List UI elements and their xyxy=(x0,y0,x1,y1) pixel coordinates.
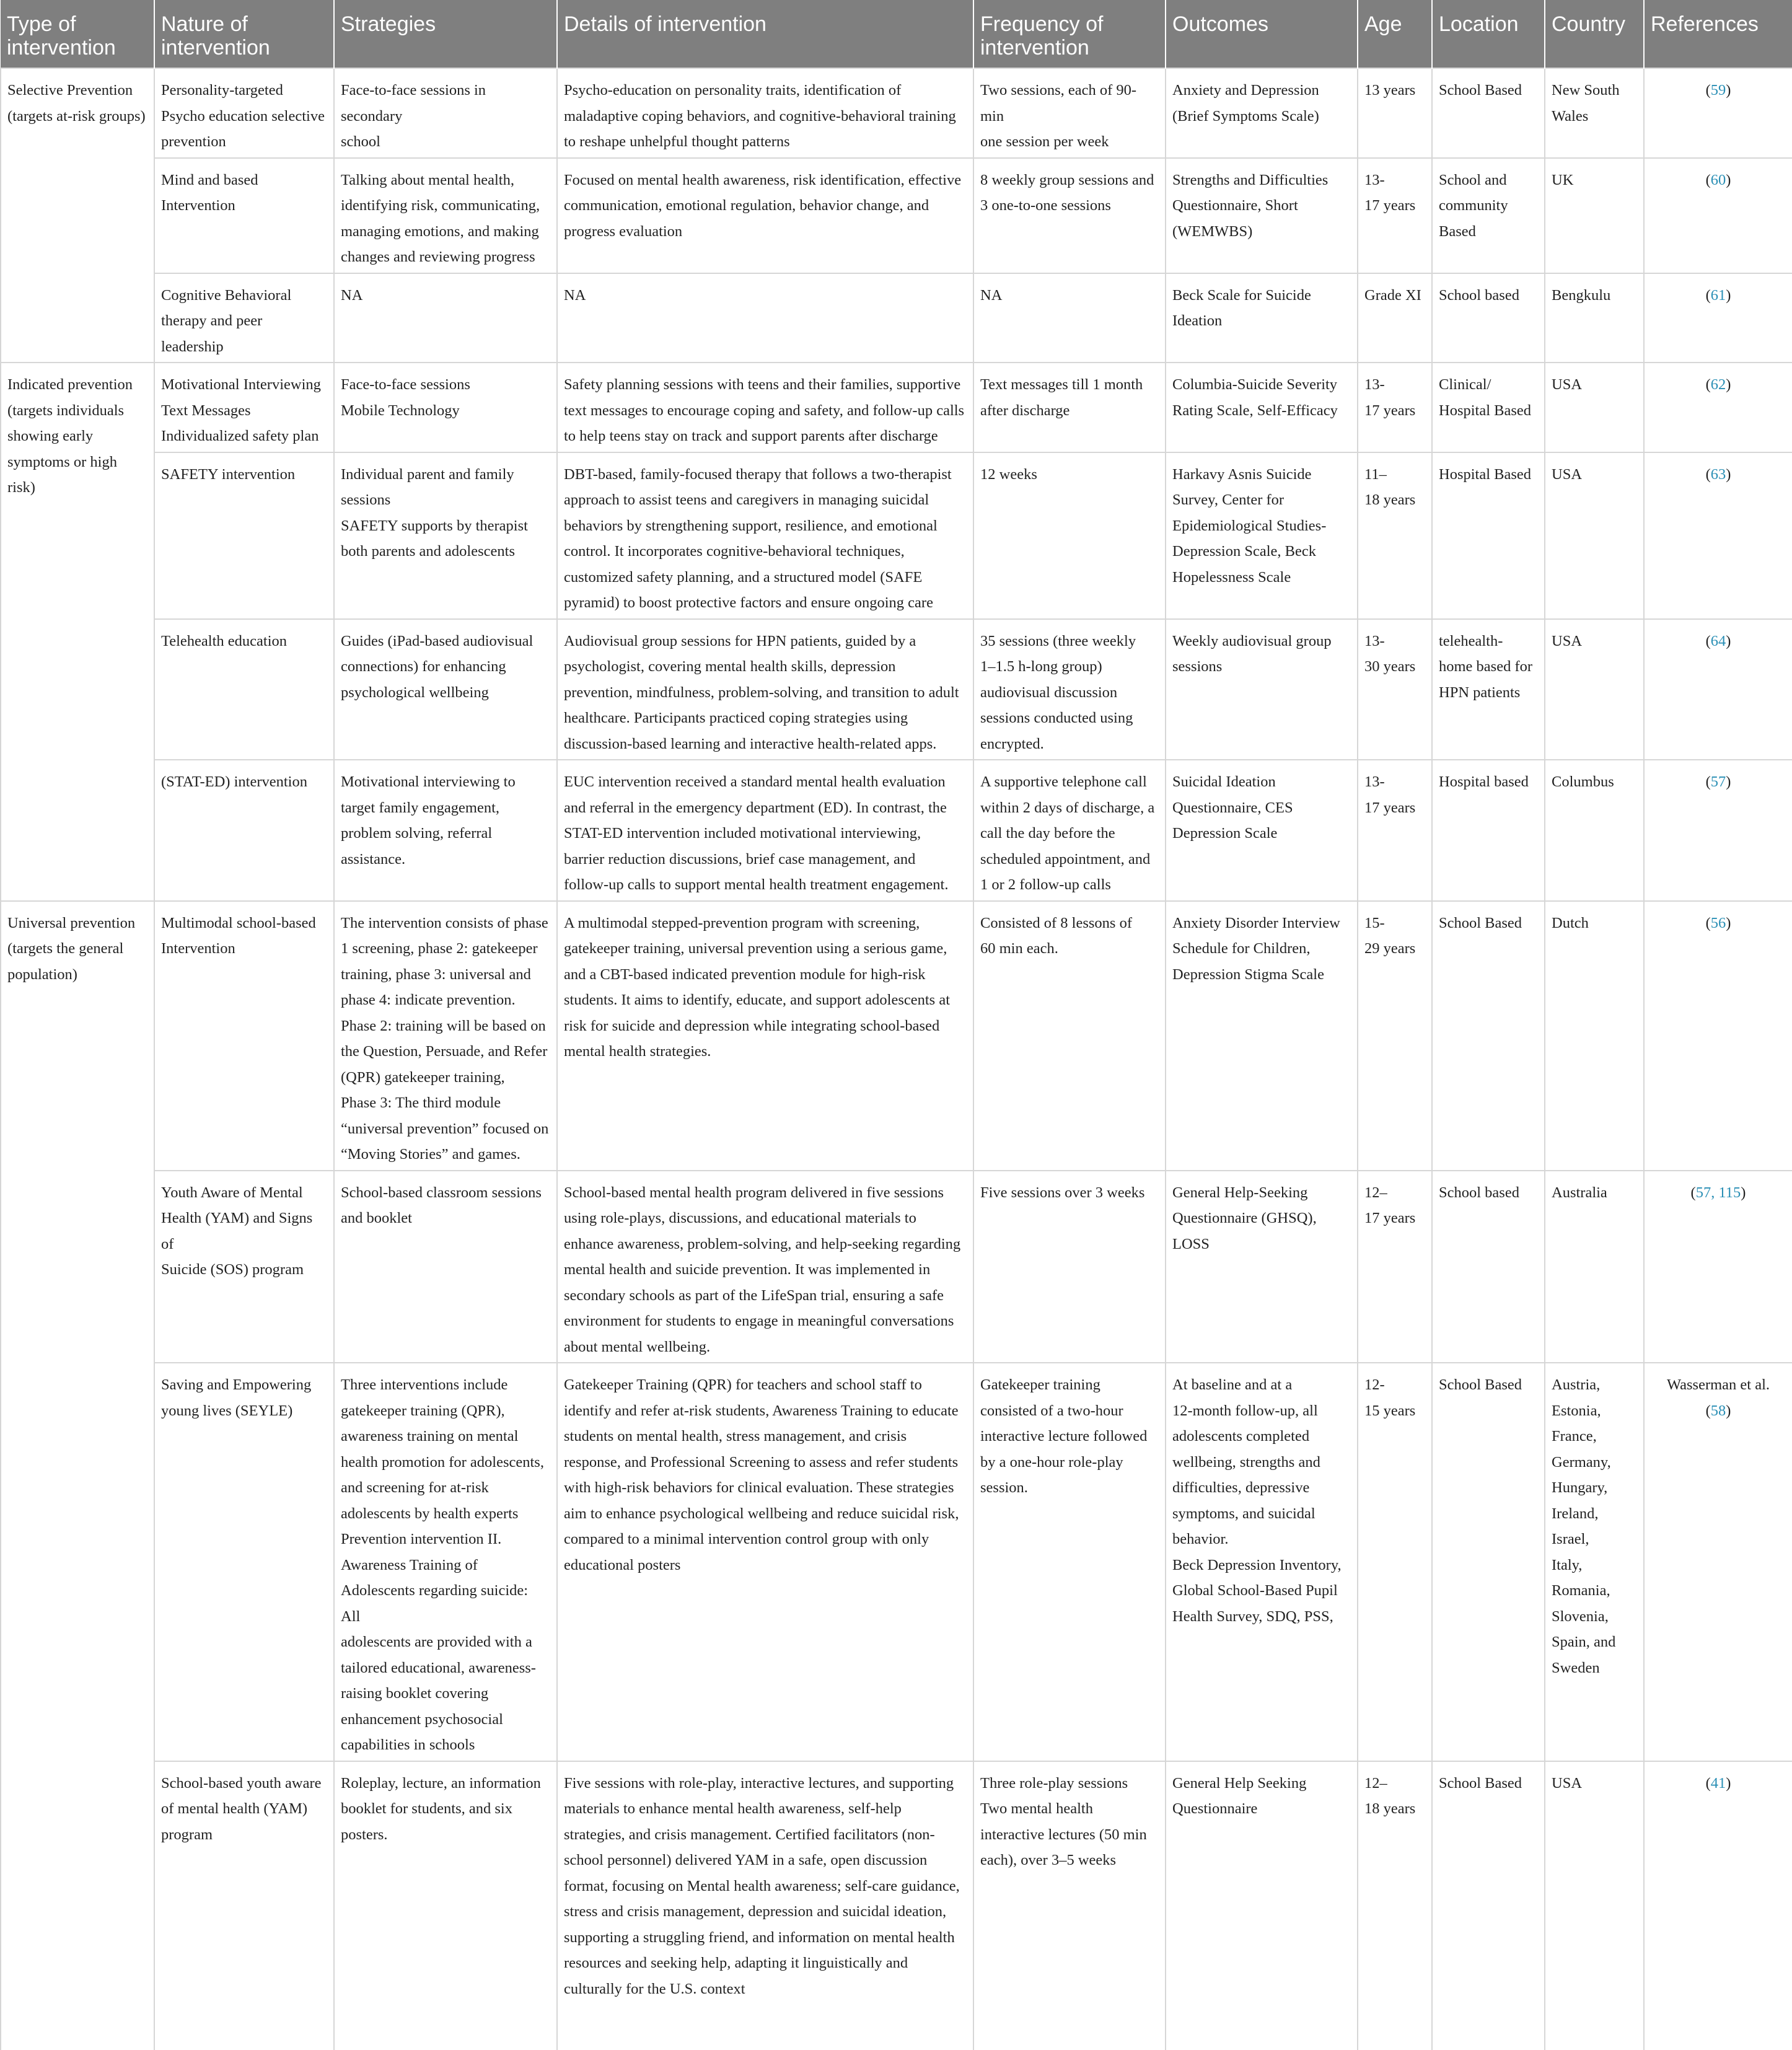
location-cell: School Based xyxy=(1432,1761,1545,2050)
country-cell: Bengkulu xyxy=(1545,273,1644,363)
table-row xyxy=(1,1171,1792,1363)
frequency-cell: Gatekeeper training consisted of a two-hour interactive lecture followed by a one-hour role-play session. xyxy=(973,1363,1166,1761)
outcomes-cell: General Help-Seeking Questionnaire (GHSQ), LOSS xyxy=(1166,1171,1358,1363)
table-row xyxy=(1,1761,1792,2050)
reference-prefix: ( xyxy=(1705,632,1711,649)
header-location: Location xyxy=(1432,0,1545,68)
age-cell: 13- 17 years xyxy=(1358,158,1432,273)
age-cell: 13- 30 years xyxy=(1358,619,1432,760)
strategies-cell: Face-to-face sessions in secondary school xyxy=(334,68,557,158)
reference-prefix: ( xyxy=(1705,171,1711,188)
intervention-type: Selective Prevention (targets at-risk groups) xyxy=(1,68,154,363)
reference-suffix: ) xyxy=(1726,82,1731,99)
outcomes-cell: Strengths and Difficulties Questionnaire, Short (WEMWBS) xyxy=(1166,158,1358,273)
outcomes-cell: General Help Seeking Questionnaire xyxy=(1166,1761,1358,2050)
strategies-cell: Individual parent and family sessions SAFETY supports by therapist both parents and adolescents xyxy=(334,452,557,619)
nature-cell: (STAT-ED) intervention xyxy=(154,760,334,901)
header-frequency: Frequency of intervention xyxy=(973,0,1166,68)
reference-suffix: ) xyxy=(1726,171,1731,188)
strategies-cell: The intervention consists of phase 1 screening, phase 2: gatekeeper training, phase 3: universal and phase 4: indicate prevention. Phase 2: training will be based on the Question, Persuade, and Refer (QPR) gatekeeper training, Phase 3: The third module “universal prevention” focused on “Moving Stories” and games. xyxy=(334,901,557,1171)
location-cell: School based xyxy=(1432,273,1545,363)
country-cell: Australia xyxy=(1545,1171,1644,1363)
frequency-cell: Two sessions, each of 90-min one session per week xyxy=(973,68,1166,158)
location-cell: telehealth- home based for HPN patients xyxy=(1432,619,1545,760)
reference-link[interactable]: 62 xyxy=(1710,376,1726,393)
location-cell: School Based xyxy=(1432,901,1545,1171)
reference-suffix: ) xyxy=(1726,632,1731,649)
table-row xyxy=(1,158,1792,273)
outcomes-cell: Harkavy Asnis Suicide Survey, Center for Epidemiological Studies- Depression Scale, Beck Hopelessness Scale xyxy=(1166,452,1358,619)
details-cell: Focused on mental health awareness, risk identification, effective communication, emotional regulation, behavior change, and progress evaluation xyxy=(557,158,973,273)
strategies-cell: Talking about mental health, identifying risk, communicating, managing emotions, and making changes and reviewing progress xyxy=(334,158,557,273)
reference-cell xyxy=(1644,273,1792,363)
reference-link[interactable]: 58 xyxy=(1710,1402,1726,1419)
frequency-cell: A supportive telephone call within 2 days of discharge, a call the day before the scheduled appointment, and 1 or 2 follow-up calls xyxy=(973,760,1166,901)
table-row xyxy=(1,1363,1792,1761)
outcomes-cell: Weekly audiovisual group sessions xyxy=(1166,619,1358,760)
location-cell: School and community Based xyxy=(1432,158,1545,273)
reference-cell xyxy=(1644,1363,1792,1761)
country-cell: Dutch xyxy=(1545,901,1644,1171)
strategies-cell: NA xyxy=(334,273,557,363)
reference-prefix: ( xyxy=(1705,286,1711,304)
table-row xyxy=(1,452,1792,619)
table-row xyxy=(1,760,1792,901)
reference-suffix: ) xyxy=(1726,914,1731,931)
reference-link[interactable]: 61 xyxy=(1710,286,1726,304)
location-cell: School Based xyxy=(1432,68,1545,158)
reference-cell xyxy=(1644,363,1792,452)
frequency-cell: 8 weekly group sessions and 3 one-to-one sessions xyxy=(973,158,1166,273)
reference-link[interactable]: 57 xyxy=(1710,773,1726,790)
age-cell: 12– 17 years xyxy=(1358,1171,1432,1363)
reference-cell xyxy=(1644,619,1792,760)
outcomes-cell: At baseline and at a 12-month follow-up, all adolescents completed wellbeing, strengths and difficulties, depressive symptoms, and suicidal behavior. Beck Depression Inventory, Global School-Based Pupil Health Survey, SDQ, PSS, xyxy=(1166,1363,1358,1761)
nature-cell: School-based youth aware of mental health (YAM) program xyxy=(154,1761,334,2050)
reference-suffix: ) xyxy=(1726,1774,1731,1792)
country-cell: Austria, Estonia, France, Germany, Hungary, Ireland, Israel, Italy, Romania, Slovenia, Spain, and Sweden xyxy=(1545,1363,1644,1761)
location-cell: School Based xyxy=(1432,1363,1545,1761)
details-cell: Five sessions with role-play, interactive lectures, and supporting materials to enhance mental health awareness, self-help strategies, and crisis management. Certified facilitators (non- school personnel) delivered YAM in a safe, open discussion format, focusing on Mental health awareness; self-care guidance, stress and crisis management, depression and suicidal ideation, supporting a struggling friend, and information on mental health resources and seeking help, adapting it linguistically and culturally for the U.S. context xyxy=(557,1761,973,2050)
country-cell: USA xyxy=(1545,1761,1644,2050)
age-cell: 11– 18 years xyxy=(1358,452,1432,619)
age-cell: 13 years xyxy=(1358,68,1432,158)
country-cell: USA xyxy=(1545,452,1644,619)
reference-prefix: ( xyxy=(1705,1774,1711,1792)
location-cell: Hospital based xyxy=(1432,760,1545,901)
header-strategies: Strategies xyxy=(334,0,557,68)
reference-cell xyxy=(1644,158,1792,273)
reference-prefix: ( xyxy=(1690,1184,1696,1201)
details-cell: School-based mental health program delivered in five sessions using role-plays, discussions, and educational materials to enhance awareness, problem-solving, and help-seeking regarding mental health and suicide prevention. It was implemented in secondary schools as part of the LifeSpan trial, ensuring a safe environment for students to engage in meaningful conversations about mental wellbeing. xyxy=(557,1171,973,1363)
age-cell: 15- 29 years xyxy=(1358,901,1432,1171)
reference-suffix: ) xyxy=(1726,465,1731,483)
outcomes-cell: Columbia-Suicide Severity Rating Scale, Self-Efficacy xyxy=(1166,363,1358,452)
reference-cell xyxy=(1644,1761,1792,2050)
reference-prefix: ( xyxy=(1705,465,1711,483)
age-cell: 12- 15 years xyxy=(1358,1363,1432,1761)
reference-cell xyxy=(1644,901,1792,1171)
header-age: Age xyxy=(1358,0,1432,68)
strategies-cell: School-based classroom sessions and booklet xyxy=(334,1171,557,1363)
intervention-type: Indicated prevention (targets individuals showing early symptoms or high risk) xyxy=(1,363,154,901)
nature-cell: Cognitive Behavioral therapy and peer leadership xyxy=(154,273,334,363)
reference-cell xyxy=(1644,1171,1792,1363)
table-row xyxy=(1,68,1792,158)
frequency-cell: Five sessions over 3 weeks xyxy=(973,1171,1166,1363)
header-outcomes: Outcomes xyxy=(1166,0,1358,68)
intervention-type: Universal prevention (targets the general population) xyxy=(1,901,154,2050)
frequency-cell: NA xyxy=(973,273,1166,363)
header-details: Details of intervention xyxy=(557,0,973,68)
strategies-cell: Motivational interviewing to target family engagement, problem solving, referral assistance. xyxy=(334,760,557,901)
header-nature: Nature of intervention xyxy=(154,0,334,68)
frequency-cell: Three role-play sessions Two mental health interactive lectures (50 min each), over 3–5 weeks xyxy=(973,1761,1166,2050)
reference-link[interactable]: 57, 115 xyxy=(1695,1184,1741,1201)
location-cell: School based xyxy=(1432,1171,1545,1363)
reference-suffix: ) xyxy=(1726,773,1731,790)
strategies-cell: Face-to-face sessions Mobile Technology xyxy=(334,363,557,452)
country-cell: New South Wales xyxy=(1545,68,1644,158)
nature-cell: Personality-targeted Psycho education selective prevention xyxy=(154,68,334,158)
reference-link[interactable]: 60 xyxy=(1710,171,1726,188)
reference-prefix: ( xyxy=(1705,82,1711,99)
country-cell: USA xyxy=(1545,619,1644,760)
details-cell: NA xyxy=(557,273,973,363)
table-row xyxy=(1,619,1792,760)
nature-cell: Telehealth education xyxy=(154,619,334,760)
age-cell: 12– 18 years xyxy=(1358,1761,1432,2050)
header-type: Type of intervention xyxy=(1,0,154,68)
header-row xyxy=(1,0,1792,68)
outcomes-cell: Anxiety Disorder Interview Schedule for Children, Depression Stigma Scale xyxy=(1166,901,1358,1171)
reference-suffix: ) xyxy=(1741,1184,1746,1201)
table-row xyxy=(1,901,1792,1171)
country-cell: UK xyxy=(1545,158,1644,273)
age-cell: 13- 17 years xyxy=(1358,363,1432,452)
reference-link[interactable]: 64 xyxy=(1710,632,1726,649)
reference-suffix: ) xyxy=(1726,1402,1731,1419)
reference-cell xyxy=(1644,760,1792,901)
nature-cell: SAFETY intervention xyxy=(154,452,334,619)
details-cell: Safety planning sessions with teens and their families, supportive text messages to encourage coping and safety, and follow-up calls to help teens stay on track and support parents after discharge xyxy=(557,363,973,452)
details-cell: Gatekeeper Training (QPR) for teachers and school staff to identify and refer at-risk students, Awareness Training to educate students on mental health, stress management, and crisis response, and Professional Screening to assess and refer students with high-risk behaviors for clinical evaluation. These strategies aim to enhance psychological wellbeing and reduce suicidal risk, compared to a minimal intervention control group with only educational posters xyxy=(557,1363,973,1761)
outcomes-cell: Beck Scale for Suicide Ideation xyxy=(1166,273,1358,363)
frequency-cell: 35 sessions (three weekly 1–1.5 h-long group) audiovisual discussion sessions conducted using encrypted. xyxy=(973,619,1166,760)
nature-cell: Multimodal school-based Intervention xyxy=(154,901,334,1171)
frequency-cell: Text messages till 1 month after discharge xyxy=(973,363,1166,452)
reference-prefix: ( xyxy=(1705,376,1711,393)
location-cell: Hospital Based xyxy=(1432,452,1545,619)
nature-cell: Motivational Interviewing Text Messages Individualized safety plan xyxy=(154,363,334,452)
reference-prefix: Wasserman et al. ( xyxy=(1666,1376,1770,1419)
strategies-cell: Guides (iPad-based audiovisual connections) for enhancing psychological wellbeing xyxy=(334,619,557,760)
reference-cell xyxy=(1644,452,1792,619)
nature-cell: Mind and based Intervention xyxy=(154,158,334,273)
age-cell: Grade XI xyxy=(1358,273,1432,363)
reference-link[interactable]: 41 xyxy=(1710,1774,1726,1792)
outcomes-cell: Suicidal Ideation Questionnaire, CES Depression Scale xyxy=(1166,760,1358,901)
reference-prefix: ( xyxy=(1705,773,1711,790)
reference-link[interactable]: 59 xyxy=(1710,82,1726,99)
frequency-cell: 12 weeks xyxy=(973,452,1166,619)
header-references: References xyxy=(1644,0,1792,68)
nature-cell: Saving and Empowering young lives (SEYLE) xyxy=(154,1363,334,1761)
details-cell: Psycho-education on personality traits, identification of maladaptive coping behaviors, and cognitive-behavioral training to reshape unhelpful thought patterns xyxy=(557,68,973,158)
reference-suffix: ) xyxy=(1726,286,1731,304)
reference-prefix: ( xyxy=(1705,914,1711,931)
frequency-cell: Consisted of 8 lessons of 60 min each. xyxy=(973,901,1166,1171)
reference-link[interactable]: 56 xyxy=(1710,914,1726,931)
reference-cell xyxy=(1644,68,1792,158)
details-cell: DBT-based, family-focused therapy that follows a two-therapist approach to assist teens and caregivers in managing suicidal behaviors by strengthening support, resilience, and emotional control. It incorporates cognitive-behavioral techniques, customized safety planning, and a structured model (SAFE pyramid) to boost protective factors and ensure ongoing care xyxy=(557,452,973,619)
country-cell: USA xyxy=(1545,363,1644,452)
details-cell: A multimodal stepped-prevention program with screening, gatekeeper training, universal prevention using a serious game, and a CBT-based indicated prevention module for high-risk students. It aims to identify, educate, and support adolescents at risk for suicide and depression while integrating school-based mental health strategies. xyxy=(557,901,973,1171)
table-row xyxy=(1,273,1792,363)
nature-cell: Youth Aware of Mental Health (YAM) and Signs of Suicide (SOS) program xyxy=(154,1171,334,1363)
country-cell: Columbus xyxy=(1545,760,1644,901)
reference-suffix: ) xyxy=(1726,376,1731,393)
header-country: Country xyxy=(1545,0,1644,68)
reference-link[interactable]: 63 xyxy=(1710,465,1726,483)
location-cell: Clinical/ Hospital Based xyxy=(1432,363,1545,452)
details-cell: EUC intervention received a standard mental health evaluation and referral in the emergency department (ED). In contrast, the STAT-ED intervention included motivational interviewing, barrier reduction discussions, brief case management, and follow-up calls to support mental health treatment engagement. xyxy=(557,760,973,901)
details-cell: Audiovisual group sessions for HPN patients, guided by a psychologist, covering mental health skills, depression prevention, mindfulness, problem-solving, and transition to adult healthcare. Participants practiced coping strategies using discussion-based learning and interactive health-related apps. xyxy=(557,619,973,760)
age-cell: 13- 17 years xyxy=(1358,760,1432,901)
table-row xyxy=(1,363,1792,452)
strategies-cell: Three interventions include gatekeeper training (QPR), awareness training on mental health promotion for adolescents, and screening for at-risk adolescents by health experts Prevention intervention II. Awareness Training of Adolescents regarding suicide: All adolescents are provided with a tailored educational, awareness- raising booklet covering enhancement psychosocial capabilities in schools xyxy=(334,1363,557,1761)
strategies-cell: Roleplay, lecture, an information booklet for students, and six posters. xyxy=(334,1761,557,2050)
outcomes-cell: Anxiety and Depression (Brief Symptoms Scale) xyxy=(1166,68,1358,158)
